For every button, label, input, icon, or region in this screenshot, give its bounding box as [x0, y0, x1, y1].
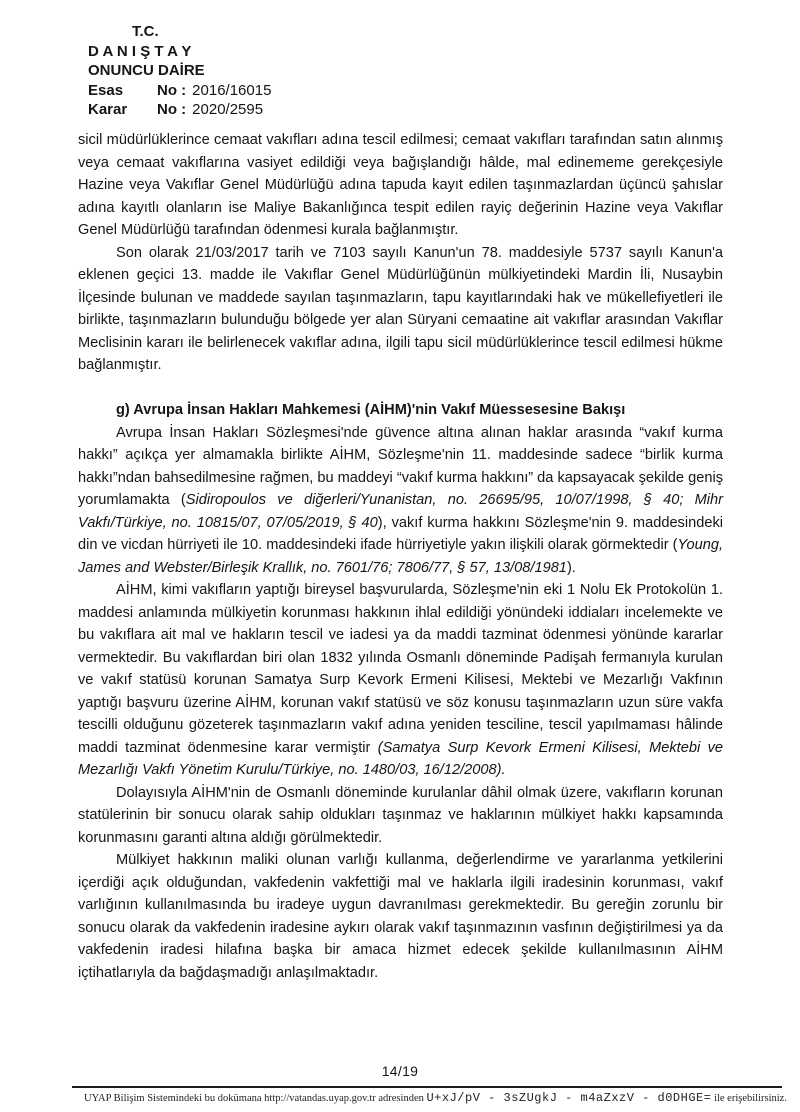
- citation-text: (Samatya Surp Kevork Ermeni Kilisesi, Mektebi ve Mezarlığı Vakfı Yönetim Kurulu/Türkiye, no. 1480/03, 16/12/2008).: [78, 739, 724, 778]
- karar-number: 2020/2595: [192, 101, 264, 119]
- esas-label: Esas: [88, 81, 124, 99]
- header-chamber: ONUNCU DAİRE: [88, 62, 205, 80]
- paragraph: [78, 849, 723, 984]
- header-court-name: D A N I Ş T A Y: [88, 42, 192, 60]
- header-tc: T.C.: [132, 23, 159, 40]
- karar-label: Karar: [88, 101, 128, 119]
- citation-text: Sidiropoulos ve diğerleri/Yunanistan, no. 26695/95, 10/07/1998, § 40; Mihr Vakfı/Türkiye, no. 10815/07, 07/05/2019, § 40: [78, 492, 723, 531]
- uyap-footer-suffix: ile erişebilirsiniz.: [711, 1093, 787, 1104]
- body-text: g) Avrupa İnsan Hakları Mahkemesi (AİHM)'nin Vakıf Müessesesine Bakışı: [116, 402, 626, 418]
- body-text: Mülkiyet hakkının maliki olunan varlığı kullanma, değerlendirme ve yararlanma yetkilerini içerdiği açık olduğundan, vakfedenin vakfettiği mal ve haklarla ilgili iradesinin korunması, vakıf varlığının kullanılmasında bu iradeye uygun davranılması gerekmektedir. Bu gereğin zorunlu bir sonucu olarak da vakfedenin iradesine aykırı olarak vakıf taşınmazının vasfının değiştirilmesi ya da vakfedenin iradesi hilafına başka bir amaca hizmet edecek şekilde kullanılmasının AİHM içtihatlarıyla da bağdaşmadığı anlaşılmaktadır.: [78, 852, 723, 981]
- decision-body: [78, 129, 723, 984]
- body-text: ), vakıf kurma hakkını Sözleşme'nin 9. maddesindeki din ve vicdan hürriyeti ile 10. maddesindeki ifade hürriyetiyle yakın ilişkili olarak görmektedir (: [78, 514, 723, 553]
- body-text: sicil müdürlüklerince cemaat vakıfları adına tescil edilmesi; cemaat vakıfları tarafından satın alınmış veya cemaat vakıflarına vasiyet edildiği veya bağışlandığı hâlde, mal edinememe gerekçesiyle Hazine veya Vakıflar Genel Müdürlüğü adına tapuda kayıt edilen taşınmazlardan üçüncü şahıslar adına kayıtlı olanların ise Maliye Bakanlığınca tespit edilen rayiç değerinin Hazine veya Vakıflar Genel Müdürlüğü tarafından ödenmesi kurala bağlanmıştır.: [78, 132, 723, 238]
- body-text: AİHM, kimi vakıfların yaptığı bireysel başvurularda, Sözleşme'nin eki 1 Nolu Ek Protokolün 1. maddesi anlamında mülkiyetin korunması hakkının ihlal edildiği yönündeki iddiaları incelemekte ve bu vakıflara ait mal ve hakların tescil ve iadesi ya da maddi tazminat ödenmesi yönünde kararlar vermektedir. Bu vakıflardan biri olan 1832 yılında Osmanlı döneminde Padişah fermanıyla kurulan ve vakıf statüsü korunan Samatya Surp Kevork Ermeni Kilisesi, Mektebi ve Mezarlığı Vakfının yaptığı başvuru üzerine AİHM, korunan vakıf statüsü ve söz konusu taşınmazların uzun süre vakfa tescilli olduğunu gözeterek taşınmazların vakıf adına yeniden tesciline, tescil yapılmaması hâlinde maddi tazminat ödenmesine karar vermiştir: [78, 582, 723, 756]
- footer-divider: [72, 1086, 782, 1088]
- paragraph: [78, 129, 723, 242]
- body-text: Son olarak 21/03/2017 tarih ve 7103 sayılı Kanun'un 78. maddesiyle 5737 sayılı Kanun'a eklenen geçici 13. madde ile Vakıflar Genel Müdürlüğünün mülkiyetindeki Mardin İli, Nusaybin İlçesinde bulunan ve maddede sayılan taşınmazların, tapu kayıtlarındaki hak ve mükellefiyetleri ile birlikte, taşınmazların bulunduğu bölgede yer alan Süryani cemaatine ait vakıflar arasından Vakıflar Meclisinin kararı ile belirlenecek vakıflar adına, ilgili tapu sicil müdürlüklerince tescil edilmesi hükme bağlanmıştır.: [78, 244, 723, 373]
- esas-no-label: No :: [157, 81, 187, 99]
- uyap-footer: [84, 1091, 787, 1105]
- body-text: Avrupa İnsan Hakları Sözleşmesi'nde güvence altına alınan haklar arasında “vakıf kurma hakkı” açıkça yer almamakla birlikte AİHM, Sözleşme'nin 11. maddesinde sadece “birlik kurma hakkı”ndan bahsedilmesine rağmen, bu maddeyi “vakıf kurma hakkını” da kapsayacak şekilde geniş yorumlamakta (: [78, 424, 723, 508]
- body-text: ).: [566, 559, 576, 576]
- paragraph: [78, 422, 723, 580]
- section-heading: [78, 399, 723, 422]
- court-header: [88, 22, 271, 120]
- karar-no-label: No :: [157, 101, 187, 119]
- paragraph: [78, 242, 723, 377]
- page-number: 14/19: [381, 1063, 419, 1079]
- esas-no-row: [88, 81, 271, 101]
- body-text: Dolayısıyla AİHM'nin de Osmanlı döneminde kurulanlar dâhil olmak üzere, vakıfların korunan statülerinin bir sonucu olarak sahip oldukları taşınmaz ve haklarının mülkiyet hakkı kapsamında korunmasını garanti altına aldığı görülmektedir.: [78, 784, 723, 846]
- citation-text: Young, James and Webster/Birleşik Krallık, no. 7601/76; 7806/77, § 57, 13/08/1981: [78, 537, 723, 576]
- karar-no-row: [88, 100, 271, 120]
- esas-number: 2016/16015: [192, 81, 272, 99]
- uyap-footer-prefix: UYAP Bilişim Sistemindeki bu dokümana http://vatandas.uyap.gov.tr adresinden: [84, 1093, 427, 1104]
- paragraph: [78, 782, 723, 850]
- uyap-access-code: U+xJ/pV - 3sZUgkJ - m4aZxzV - d0DHGE=: [426, 1091, 712, 1105]
- paragraph: [78, 579, 723, 782]
